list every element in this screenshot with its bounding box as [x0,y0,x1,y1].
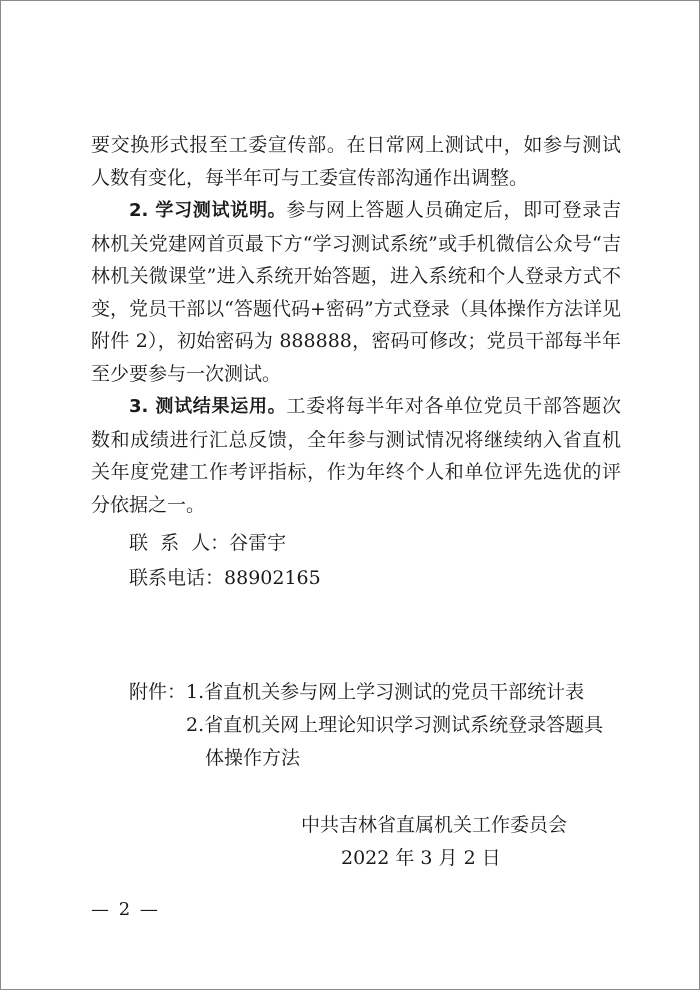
issuing-organization: 中共吉林省直属机关工作委员会 [301,814,568,836]
contact-person-row [129,527,621,560]
issue-date: 2022 年 3 月 2 日 [341,847,501,869]
attachments-list [129,676,609,775]
contact-person-value: 谷雷宇 [229,532,287,554]
section-body-study-test: 参与网上答题人员确定后，即可登录吉林机关党建网首页最下方“学习测试系统”或手机微信公众号“吉林机关微课堂”进入系统开始答题，进入系统和个人登录方式不变，党员干部以“答题代码+密码”方式登录（具体操作方法详见附件 2），初始密码为 888888，密码可修改；党员干部每半年至少要参与一次测试。 [91,199,621,385]
signature-block [301,809,567,875]
section-heading-test-results: 3. 测试结果运用。 [129,396,287,417]
attachments-items [186,676,609,775]
attachment-item-2: 2.省直机关网上理论知识学习测试系统登录答题具 [186,714,604,736]
contact-phone-value: 88902165 [224,566,321,589]
body-text [91,129,621,596]
contact-info [91,527,621,594]
section-body-test-results: 工委将每半年对各单位党员干部答题次数和成绩进行汇总反馈，全年参与测试情况将继续纳入省直机关年度党建工作考评指标，作为年终个人和单位评先选优的评分依据之一。 [91,395,621,516]
attachments-label: 附件： [129,681,187,703]
contact-phone-row [129,562,621,595]
contact-person-label: 联 系 人： [129,532,230,554]
attachment-item-1: 1.省直机关参与网上学习测试的党员干部统计表 [186,681,585,703]
section-heading-study-test: 2. 学习测试说明。 [129,200,287,221]
paragraph-test-results-usage [91,390,621,521]
attachments-row [129,676,609,775]
attachment-item-2-continued: 体操作方法 [205,747,301,769]
page-number: — 2 — [91,899,160,920]
paragraph-continued: 要交换形式报至工委宣传部。在日常网上测试中，如参与测试人数有变化，每半年可与工委宣传部沟通作出调整。 [91,134,621,189]
paragraph-study-test-instructions [91,194,621,390]
contact-phone-label: 联系电话： [129,566,225,589]
